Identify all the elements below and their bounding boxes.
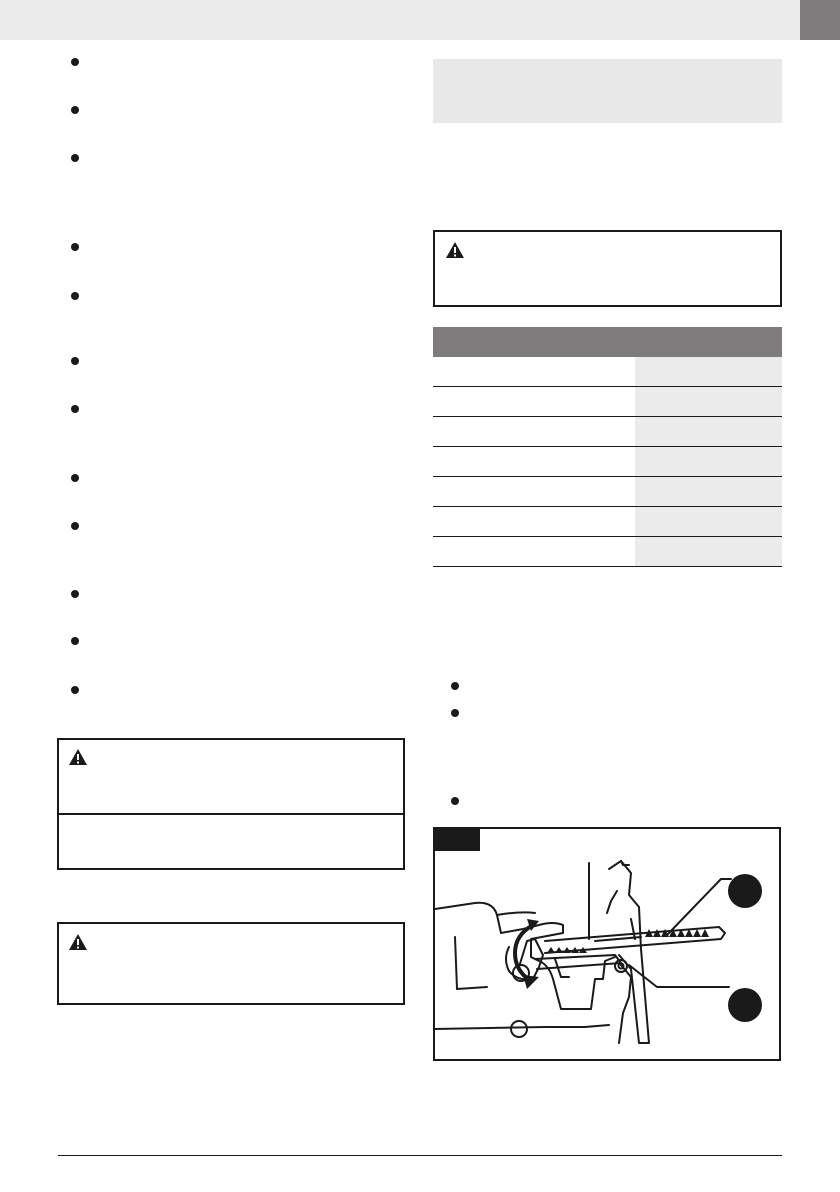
table-row <box>433 507 782 537</box>
warning-triangle-icon <box>68 748 88 766</box>
warning-box <box>57 922 405 1005</box>
callout-disc <box>728 874 762 908</box>
blade-clamp-figure <box>433 827 781 1061</box>
bullet <box>71 590 79 598</box>
bullet <box>71 243 79 251</box>
table-value-cell <box>635 537 782 566</box>
bullet <box>71 474 79 482</box>
table-value-cell <box>635 387 782 416</box>
table-row <box>433 447 782 477</box>
page-header-bar <box>0 0 800 40</box>
warning-box-divider <box>57 813 405 815</box>
table-row <box>433 357 782 387</box>
bullet <box>71 58 79 66</box>
page-section-tab <box>800 0 840 40</box>
bullet <box>451 797 459 805</box>
warning-triangle-icon <box>445 241 465 259</box>
bullet <box>71 686 79 694</box>
table-row <box>433 477 782 507</box>
bullet <box>71 405 79 413</box>
table-row <box>433 387 782 417</box>
bullet <box>71 106 79 114</box>
spec-table-header <box>433 327 782 357</box>
warning-box <box>433 230 782 307</box>
bullet <box>71 292 79 300</box>
spec-table <box>433 327 782 567</box>
bullet <box>71 637 79 645</box>
table-value-cell <box>635 357 782 386</box>
table-value-cell <box>635 447 782 476</box>
bullet <box>71 357 79 365</box>
table-row <box>433 417 782 447</box>
footer-rule <box>58 1155 782 1156</box>
callout-disc <box>728 988 762 1022</box>
bullet <box>451 682 459 690</box>
table-row <box>433 537 782 567</box>
bullet <box>451 709 459 717</box>
warning-triangle-icon <box>68 933 88 951</box>
warning-box <box>57 738 405 870</box>
table-value-cell <box>635 417 782 446</box>
bullet <box>71 522 79 530</box>
jigsaw-illustration <box>435 829 779 1059</box>
bullet <box>71 154 79 162</box>
table-value-cell <box>635 477 782 506</box>
table-value-cell <box>635 507 782 536</box>
note-box <box>433 59 782 123</box>
